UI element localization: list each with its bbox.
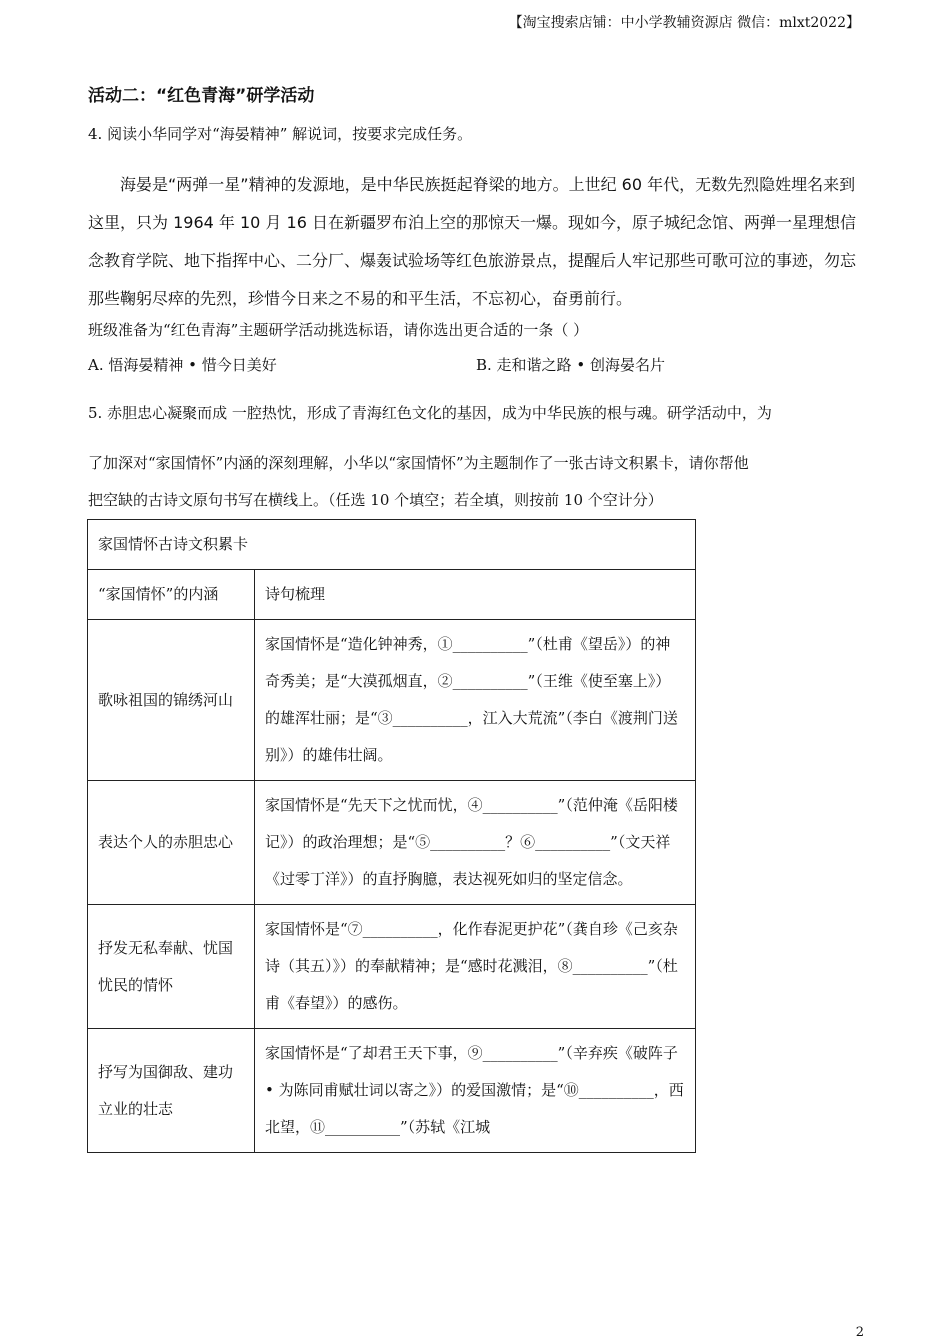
row-theme: 抒写为国御敌、建功立业的壮志 — [88, 1029, 255, 1153]
row-content: 家国情怀是“⑦__________，化作春泥更护花”（龚自珍《己亥杂诗（其五）》）的奉献精神；是“感时花溅泪，⑧__________”（杜甫《春望》）的感伤。 — [255, 905, 696, 1029]
option-b: B. 走和谐之路 • 创海晏名片 — [476, 356, 665, 374]
passage-text: 海晏是“两弹一星”精神的发源地，是中华民族挺起脊梁的地方。上世纪 60 年代，无数先烈隐姓埋名来到这里，只为 1964 年 10 月 16 日在新疆罗布泊上空的那惊天一爆。现如今，原子城纪念馆、两弹一星理想信念教育学院、地下指挥中心、二分厂、爆轰试验场等红色旅游景点，提醒后人牢记那些可歌可泣的事迹，勿忘那些鞠躬尽瘁的先烈，珍惜今日来之不易的和平生活，不忘初心，奋勇前行。 — [88, 175, 857, 308]
card-title: 家国情怀古诗文积累卡 — [88, 520, 696, 570]
option-a: A. 悟海晏精神 • 惜今日美好 — [88, 356, 277, 374]
table-row — [88, 781, 696, 905]
card-title-row — [88, 520, 696, 570]
question-4-prompt: 4. 阅读小华同学对“海晏精神” 解说词，按要求完成任务。 — [88, 125, 473, 143]
question-5-line-2: 了加深对“家国情怀”内涵的深刻理解，小华以“家国情怀”为主题制作了一张古诗文积累卡，请你帮他 — [88, 454, 749, 472]
table-row — [88, 905, 696, 1029]
row-content: 家国情怀是“先天下之忧而忧，④__________”（范仲淹《岳阳楼记》）的政治理想；是“⑤__________？⑥__________”（文天祥《过零丁洋》）的直抒胸臆，表达视死如归的坚定信念。 — [255, 781, 696, 905]
header-verses: 诗句梳理 — [255, 570, 696, 620]
row-theme: 表达个人的赤胆忠心 — [88, 781, 255, 905]
activity-title: 活动二：“红色青海”研学活动 — [88, 86, 315, 106]
row-theme: 歌咏祖国的锦绣河山 — [88, 620, 255, 781]
passage — [88, 166, 866, 318]
table-row — [88, 620, 696, 781]
table-row — [88, 1029, 696, 1153]
question-5-line-1: 5. 赤胆忠心凝聚而成 一腔热忱，形成了青海红色文化的基因，成为中华民族的根与魂。研学活动中，为 — [88, 404, 772, 422]
poetry-card-table — [87, 519, 696, 1153]
card-header-row — [88, 570, 696, 620]
question-5-line-3: 把空缺的古诗文原句书写在横线上。（任选 10 个填空；若全填，则按前 10 个空计分） — [88, 491, 663, 509]
row-theme: 抒发无私奉献、忧国忧民的情怀 — [88, 905, 255, 1029]
header-theme: “家国情怀”的内涵 — [88, 570, 255, 620]
question-4-task: 班级准备为“红色青海”主题研学活动挑选标语，请你选出更合适的一条（ ） — [88, 321, 589, 339]
page-header: 【淘宝搜索店铺：中小学教辅资源店 微信：mlxt2022】 — [508, 15, 860, 31]
page-number: 2 — [855, 1325, 864, 1340]
row-content: 家国情怀是“了却君王天下事，⑨__________”（辛弃疾《破阵子 • 为陈同甫赋壮词以寄之》）的爱国激情；是“⑩__________，西北望，⑪__________”（苏轼《江城 — [255, 1029, 696, 1153]
row-content: 家国情怀是“造化钟神秀，①__________”（杜甫《望岳》）的神奇秀美；是“大漠孤烟直，②__________”（王维《使至塞上》）的雄浑壮丽；是“③__________，江入大荒流”（李白《渡荆门送别》）的雄伟壮阔。 — [255, 620, 696, 781]
